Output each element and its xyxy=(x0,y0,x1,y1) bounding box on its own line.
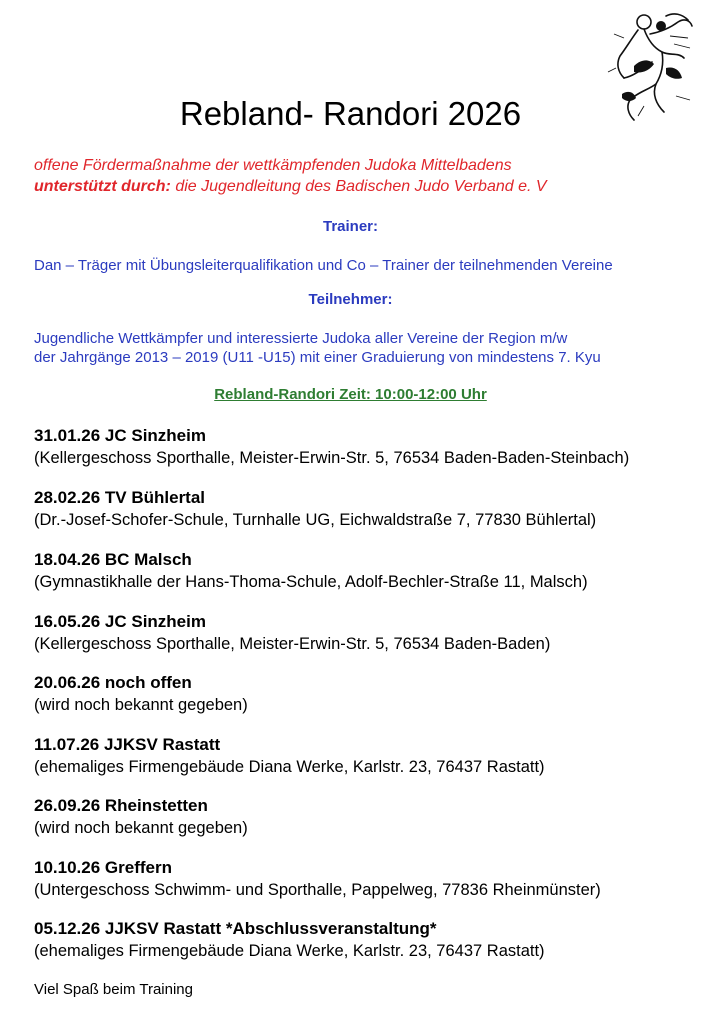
trainer-heading: Trainer: xyxy=(322,218,379,235)
event-entry xyxy=(34,487,596,531)
event-entry xyxy=(34,611,550,655)
intro-block xyxy=(34,155,547,197)
randori-time: Rebland-Randori Zeit: 10:00-12:00 Uhr xyxy=(214,386,487,403)
event-detail: (Gymnastikhalle der Hans-Thoma-Schule, Adolf-Bechler-Straße 11, Malsch) xyxy=(34,573,588,591)
event-detail: (ehemaliges Firmengebäude Diana Werke, Karlstr. 23, 76437 Rastatt) xyxy=(34,942,545,960)
event-title: 20.06.26 noch offen xyxy=(34,673,192,692)
event-detail: (wird noch bekannt gegeben) xyxy=(34,819,248,837)
event-detail: (Kellergeschoss Sporthalle, Meister-Erwin-Str. 5, 76534 Baden-Baden-Steinbach) xyxy=(34,449,630,467)
event-entry xyxy=(34,549,588,593)
event-title: 26.09.26 Rheinstetten xyxy=(34,796,208,815)
intro-line-1: offene Fördermaßnahme der wettkämpfenden Judoka Mittelbadens xyxy=(34,157,512,174)
event-detail: (Kellergeschoss Sporthalle, Meister-Erwin-Str. 5, 76534 Baden-Baden) xyxy=(34,635,551,653)
intro-supported-label: unterstützt durch: xyxy=(34,178,171,195)
event-entry xyxy=(34,795,248,839)
footer-text: Viel Spaß beim Training xyxy=(34,981,193,998)
event-entry xyxy=(34,857,601,901)
teilnehmer-line-2: der Jahrgänge 2013 – 2019 (U11 -U15) mit einer Graduierung von mindestens 7. Kyu xyxy=(34,349,601,366)
event-entry xyxy=(34,672,248,716)
teilnehmer-heading: Teilnehmer: xyxy=(308,291,393,308)
event-title: 05.12.26 JJKSV Rastatt *Abschlussveranstaltung* xyxy=(34,919,437,938)
teilnehmer-line-1: Jugendliche Wettkämpfer und interessierte Judoka aller Vereine der Region m/w xyxy=(34,330,568,347)
event-title: 31.01.26 JC Sinzheim xyxy=(34,426,206,445)
event-detail: (Untergeschoss Schwimm- und Sporthalle, Pappelweg, 77836 Rheinmünster) xyxy=(34,881,601,899)
event-title: 10.10.26 Greffern xyxy=(34,858,172,877)
event-detail: (wird noch bekannt gegeben) xyxy=(34,696,248,714)
trainer-text: Dan – Träger mit Übungsleiterqualifikation und Co – Trainer der teilnehmenden Vereine xyxy=(34,257,613,274)
intro-line-2 xyxy=(34,176,547,197)
event-title: 28.02.26 TV Bühlertal xyxy=(34,488,206,507)
intro-supported-text: die Jugendleitung des Badischen Judo Verband e. V xyxy=(170,178,547,195)
event-detail: (ehemaliges Firmengebäude Diana Werke, Karlstr. 23, 76437 Rastatt) xyxy=(34,758,545,776)
event-detail: (Dr.-Josef-Schofer-Schule, Turnhalle UG, Eichwaldstraße 7, 77830 Bühlertal) xyxy=(34,511,597,529)
event-title: 16.05.26 JC Sinzheim xyxy=(34,612,206,631)
page-title: Rebland- Randori 2026 xyxy=(179,95,522,132)
event-entry xyxy=(34,734,545,778)
event-title: 18.04.26 BC Malsch xyxy=(34,550,192,569)
event-title: 11.07.26 JJKSV Rastatt xyxy=(34,735,221,754)
event-entry xyxy=(34,918,545,962)
event-entry xyxy=(34,425,629,469)
